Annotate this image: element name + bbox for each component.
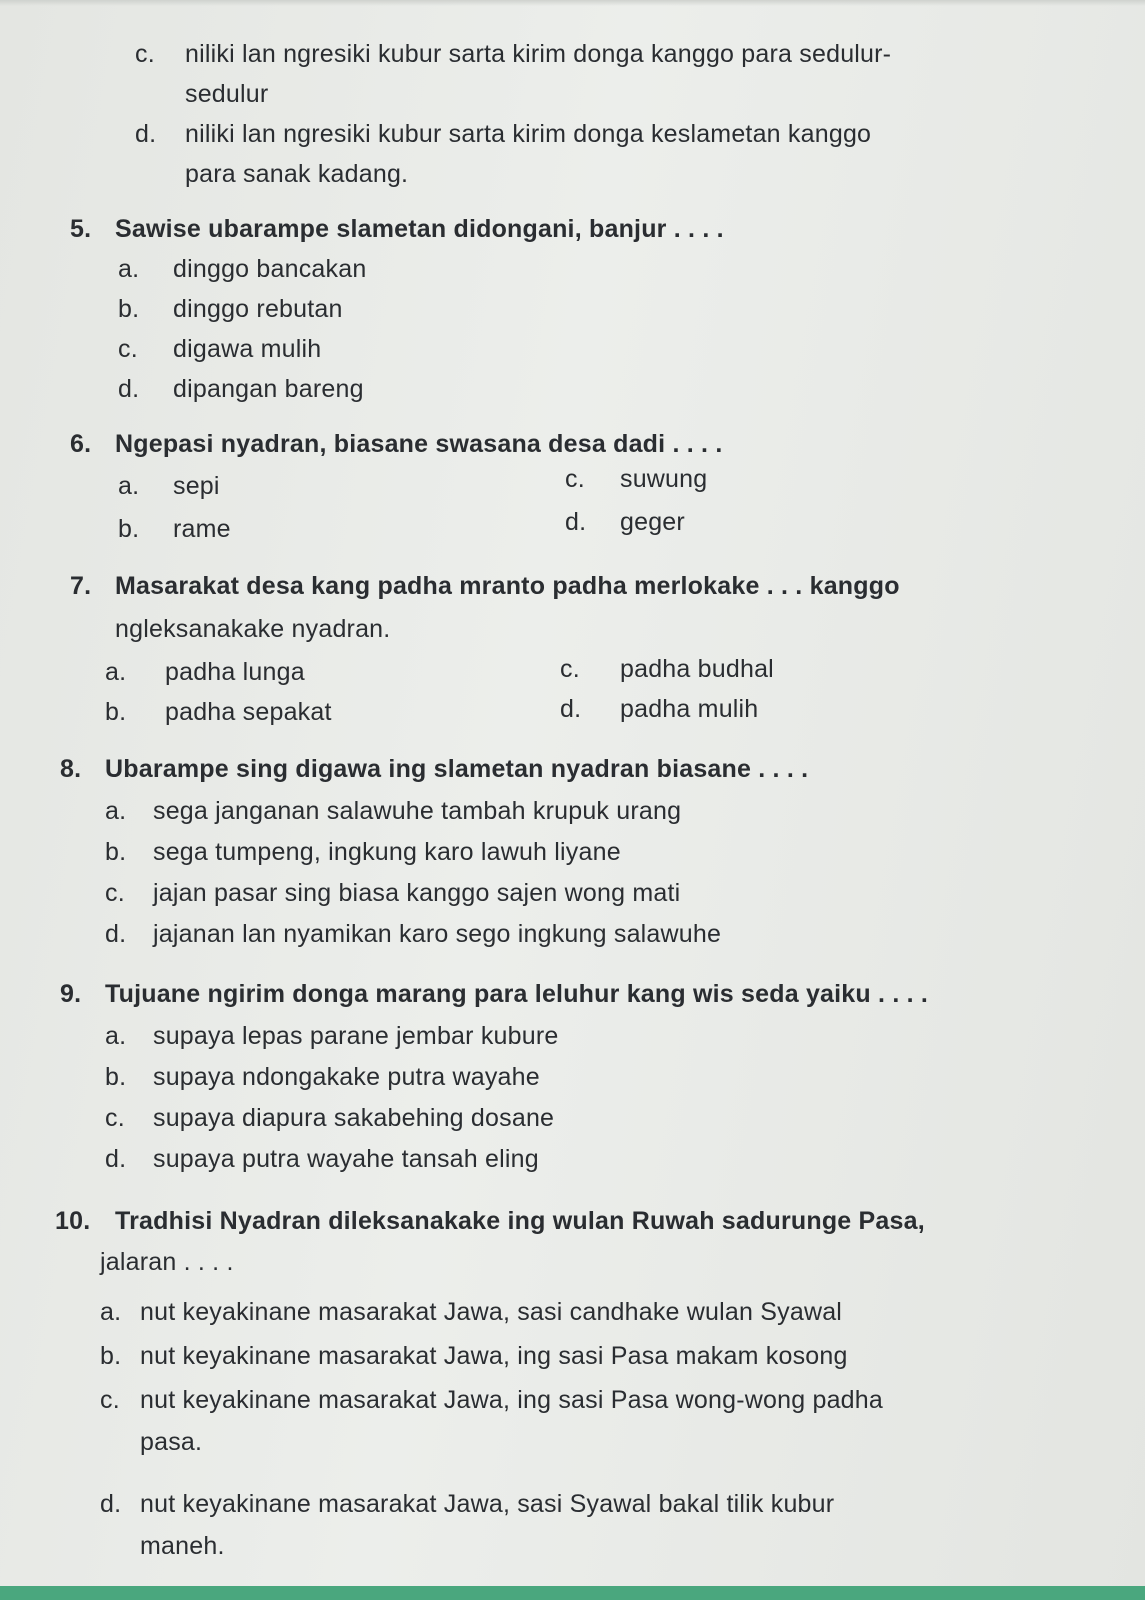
question-stem xyxy=(70,572,900,601)
option-c xyxy=(135,40,891,69)
option-a xyxy=(105,1022,558,1051)
option-label: a. xyxy=(118,255,140,283)
question-number: 5. xyxy=(70,215,92,243)
option-text: geger xyxy=(620,508,685,536)
question-text-continued: ngleksanakake nyadran. xyxy=(115,615,391,643)
option-label: a. xyxy=(105,1022,127,1050)
option-text: supaya putra wayahe tansah eling xyxy=(153,1145,539,1173)
option-label: d. xyxy=(105,1145,127,1173)
page-top-edge xyxy=(0,0,1145,6)
option-label: a. xyxy=(118,472,140,500)
question-number: 6. xyxy=(70,430,92,458)
page-footer-band xyxy=(0,1586,1145,1600)
option-a xyxy=(118,255,366,284)
option-label: b. xyxy=(105,1063,127,1091)
option-text-continued: pasa. xyxy=(140,1428,203,1456)
question-number: 9. xyxy=(60,980,82,1008)
option-c xyxy=(105,1104,554,1133)
option-label: d. xyxy=(100,1490,122,1518)
option-text-continued: maneh. xyxy=(140,1532,225,1560)
option-d xyxy=(105,920,721,949)
option-text: supaya ndongakake putra wayahe xyxy=(153,1063,540,1091)
option-c xyxy=(560,655,774,684)
option-b xyxy=(118,295,343,324)
option-text: sega tumpeng, ingkung karo lawuh liyane xyxy=(153,838,621,866)
option-label: c. xyxy=(105,1104,125,1132)
option-label: d. xyxy=(565,508,587,536)
option-c xyxy=(105,879,680,908)
option-d xyxy=(560,695,758,724)
option-text: digawa mulih xyxy=(173,335,322,363)
question-stem xyxy=(60,980,928,1009)
option-label: c. xyxy=(100,1386,120,1414)
option-b xyxy=(118,515,231,544)
option-text: padha budhal xyxy=(620,655,774,683)
option-text: dinggo rebutan xyxy=(173,295,343,323)
option-d xyxy=(565,508,685,537)
question-stem xyxy=(55,1207,925,1236)
option-label: c. xyxy=(565,465,585,493)
question-text: Masarakat desa kang padha mranto padha merlokake . . . kanggo xyxy=(115,572,900,600)
option-a xyxy=(105,797,681,826)
option-text: supaya lepas parane jembar kubure xyxy=(153,1022,559,1050)
option-c xyxy=(565,465,707,494)
question-stem xyxy=(60,755,808,784)
question-text: Tradhisi Nyadran dileksanakake ing wulan Ruwah sadurunge Pasa, xyxy=(115,1207,925,1235)
option-label: b. xyxy=(118,515,140,543)
question-stem xyxy=(70,215,724,244)
option-text: nut keyakinane masarakat Jawa, sasi candhake wulan Syawal xyxy=(140,1298,843,1326)
option-text: rame xyxy=(173,515,231,543)
option-d xyxy=(118,375,364,404)
option-d xyxy=(135,120,871,149)
option-b xyxy=(105,698,332,727)
option-c xyxy=(118,335,321,364)
option-label: d. xyxy=(135,120,157,148)
option-text: supaya diapura sakabehing dosane xyxy=(153,1104,555,1132)
option-text: nut keyakinane masarakat Jawa, ing sasi Pasa makam kosong xyxy=(140,1342,848,1370)
option-b xyxy=(100,1342,848,1371)
option-label: d. xyxy=(118,375,140,403)
option-d xyxy=(100,1490,834,1519)
question-text: Tujuane ngirim donga marang para leluhur kang wis seda yaiku . . . . xyxy=(105,980,929,1008)
option-text-continued: sedulur xyxy=(185,80,269,108)
option-a xyxy=(105,658,305,687)
option-a xyxy=(118,472,220,501)
option-text: niliki lan ngresiki kubur sarta kirim donga keslametan kanggo xyxy=(185,120,872,148)
option-b xyxy=(105,1063,540,1092)
question-text: Sawise ubarampe slametan didongani, banjur . . . . xyxy=(115,215,724,243)
option-text: nut keyakinane masarakat Jawa, ing sasi Pasa wong-wong padha xyxy=(140,1386,883,1414)
option-label: b. xyxy=(100,1342,122,1370)
option-text: suwung xyxy=(620,465,708,493)
option-d xyxy=(105,1145,539,1174)
option-label: c. xyxy=(560,655,580,683)
option-label: c. xyxy=(135,40,155,68)
option-label: b. xyxy=(118,295,140,323)
question-text-continued: jalaran . . . . xyxy=(100,1248,234,1276)
option-b xyxy=(105,838,621,867)
option-label: d. xyxy=(105,920,127,948)
option-label: d. xyxy=(560,695,582,723)
option-text: padha sepakat xyxy=(165,698,332,726)
option-text: niliki lan ngresiki kubur sarta kirim donga kanggo para sedulur- xyxy=(185,40,892,68)
option-label: a. xyxy=(105,797,127,825)
option-label: a. xyxy=(105,658,127,686)
option-text: padha mulih xyxy=(620,695,759,723)
question-text: Ubarampe sing digawa ing slametan nyadran biasane . . . . xyxy=(105,755,809,783)
option-label: c. xyxy=(105,879,125,907)
option-text: padha lunga xyxy=(165,658,305,686)
option-text: jajanan lan nyamikan karo sego ingkung salawuhe xyxy=(153,920,722,948)
option-label: b. xyxy=(105,838,127,866)
option-text: sepi xyxy=(173,472,220,500)
question-stem xyxy=(70,430,722,459)
option-label: a. xyxy=(100,1298,122,1326)
option-text: dipangan bareng xyxy=(173,375,364,403)
option-c xyxy=(100,1386,883,1415)
option-text-continued: para sanak kadang. xyxy=(185,160,409,188)
option-label: c. xyxy=(118,335,138,363)
option-label: b. xyxy=(105,698,127,726)
question-number: 8. xyxy=(60,755,82,783)
option-text: sega janganan salawuhe tambah krupuk urang xyxy=(153,797,682,825)
question-number: 10. xyxy=(55,1207,91,1235)
question-number: 7. xyxy=(70,572,92,600)
option-text: jajan pasar sing biasa kanggo sajen wong mati xyxy=(153,879,681,907)
option-a xyxy=(100,1298,842,1327)
question-text: Ngepasi nyadran, biasane swasana desa dadi . . . . xyxy=(115,430,723,458)
option-text: nut keyakinane masarakat Jawa, sasi Syawal bakal tilik kubur xyxy=(140,1490,835,1518)
option-text: dinggo bancakan xyxy=(173,255,367,283)
